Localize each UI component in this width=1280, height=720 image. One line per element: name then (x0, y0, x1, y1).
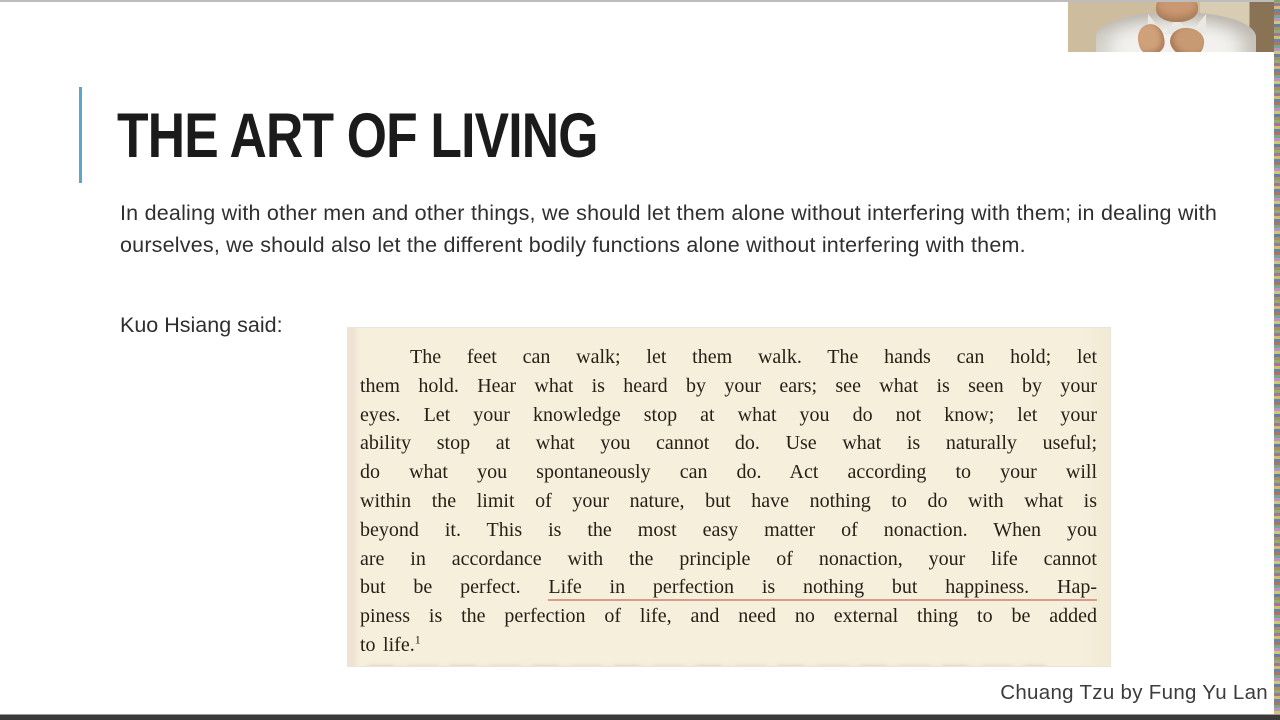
title-accent-bar (79, 87, 82, 183)
excerpt-line: are in accordance with the principle of nonaction, your life cannot (360, 547, 1097, 570)
quote-lead-in: Kuo Hsiang said: (120, 313, 283, 337)
excerpt-line: beyond it. This is the most easy matter of nonaction. When you (360, 518, 1097, 541)
excerpt-line: within the limit of your nature, but have nothing to do with what is (360, 489, 1097, 512)
excerpt-line-last (360, 631, 1097, 660)
excerpt-line: eyes. Let your knowledge stop at what you do not know; let your (360, 403, 1097, 426)
excerpt-line: do what you spontaneously can do. Act according to your will (360, 461, 1097, 484)
book-excerpt-scan (348, 328, 1110, 666)
book-excerpt-text (348, 328, 1110, 666)
footnote-marker: 1 (414, 632, 421, 647)
excerpt-line-underlined (360, 573, 1097, 602)
video-noise-artifact (1274, 0, 1280, 714)
excerpt-line-plain-part: but be perfect. (360, 576, 549, 599)
excerpt-last-text: to life. (360, 633, 415, 656)
screen-bottom-border (0, 714, 1280, 720)
excerpt-underlined-part: Life in perfection is nothing but happiness. Hap- (548, 576, 1097, 601)
excerpt-line: ability stop at what you cannot do. Use what is naturally useful; (360, 432, 1097, 455)
webcam-video[interactable] (1068, 2, 1274, 52)
excerpt-line: The feet can walk; let them walk. The hands can hold; let (410, 346, 1097, 368)
source-caption: Chuang Tzu by Fung Yu Lan (1000, 681, 1268, 704)
excerpt-line: piness is the perfection of life, and need no external thing to be added (360, 605, 1097, 628)
page-title: THE ART OF LIVING (117, 101, 598, 171)
intro-paragraph: In dealing with other men and other things, we should let them alone without interfering with them; in dealing with ourselves, we should also let the different bodily functions alone without interfering with them. (120, 201, 1217, 257)
excerpt-line: them hold. Hear what is heard by your ears; see what is seen by your (360, 374, 1097, 397)
